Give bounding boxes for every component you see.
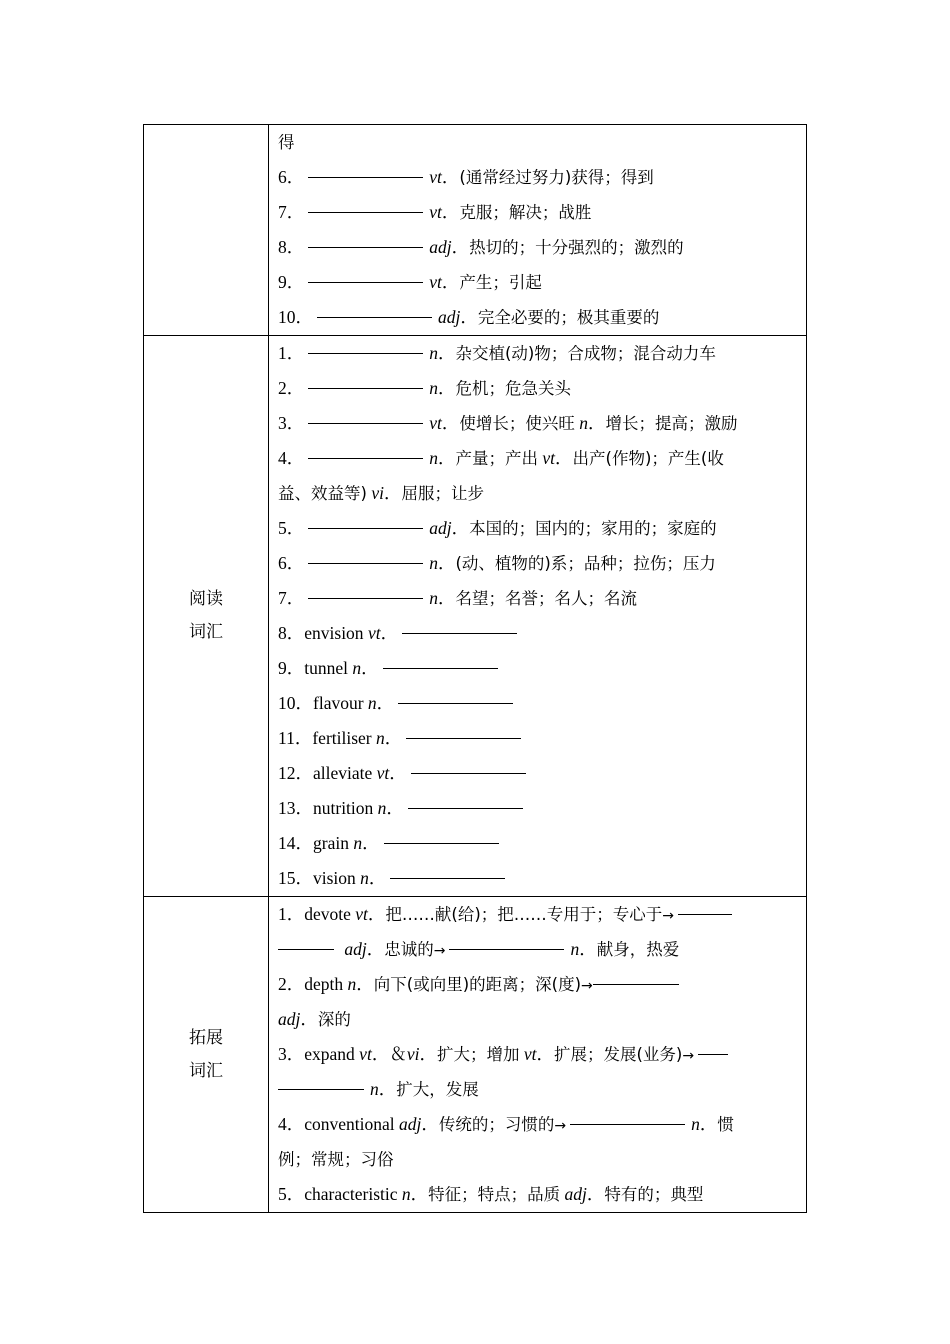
- fill-in-blank[interactable]: [308, 211, 423, 213]
- fill-in-blank[interactable]: [317, 316, 432, 318]
- part-of-speech: vt: [367, 623, 381, 643]
- english-word: characteristic: [304, 1184, 398, 1204]
- fill-in-blank[interactable]: [406, 737, 521, 739]
- definition: 惯: [717, 1115, 734, 1134]
- fill-in-blank[interactable]: [698, 1053, 728, 1055]
- definition: 献身，热爱: [596, 940, 680, 959]
- table-row: [144, 125, 807, 336]
- vocab-entry: 2． n．危机；危急关头: [278, 378, 571, 398]
- entry-text: 例；常规；习俗: [278, 1150, 394, 1169]
- entry-number: 1．: [278, 904, 305, 924]
- fill-in-blank[interactable]: [570, 1123, 685, 1125]
- vocab-entry: 3． vt．使增长；使兴旺 n．增长；提高；激励: [278, 413, 738, 433]
- definition: 扩展；发展(业务): [553, 1045, 683, 1064]
- definition: 产量；产出: [455, 449, 538, 468]
- english-word: depth: [304, 974, 344, 994]
- english-word: tunnel: [304, 658, 348, 678]
- part-of-speech: vt: [429, 272, 442, 292]
- english-word: nutrition: [313, 798, 374, 818]
- fill-in-blank[interactable]: [308, 597, 423, 599]
- fill-in-blank[interactable]: [308, 387, 423, 389]
- section-label-cell: [144, 125, 269, 336]
- arrow-icon: →: [581, 978, 593, 994]
- fill-in-blank[interactable]: [383, 667, 498, 669]
- fill-in-blank[interactable]: [308, 562, 423, 564]
- vocab-entry: 7． vt．克服；解决；战胜: [278, 202, 592, 222]
- part-of-speech: adj: [399, 1114, 422, 1134]
- definition: 把……献(给)；把……专用于；专心于: [385, 905, 663, 924]
- entry-number: 5．: [278, 518, 305, 538]
- entry-number: 1．: [278, 343, 305, 363]
- vocab-entry: 10．flavour n．: [278, 686, 796, 721]
- section-label: 阅读: [189, 589, 223, 609]
- part-of-speech: vt: [429, 202, 442, 222]
- fill-in-blank[interactable]: [449, 948, 564, 950]
- vocab-entry: 6． vt．(通常经过努力)获得；得到: [278, 167, 654, 187]
- part-of-speech: adj: [344, 939, 367, 959]
- vocab-entry: 12．alleviate vt．: [278, 756, 796, 791]
- vocab-entry: 8．envision vt．: [278, 616, 796, 651]
- part-of-speech: n: [579, 413, 589, 433]
- entry-number: 9．: [278, 658, 305, 678]
- vocab-entry: 4．conventional adj．传统的；习惯的→ n．惯: [278, 1114, 734, 1134]
- section-content-cell: [269, 897, 807, 1213]
- vocab-entry: 4． n．产量；产出 vt．出产(作物)；产生(收: [278, 448, 724, 468]
- definition: 扩大，发展: [396, 1080, 479, 1099]
- fill-in-blank[interactable]: [308, 422, 423, 424]
- vocab-entry: [278, 1142, 796, 1177]
- definition: 忠诚的: [384, 940, 434, 959]
- part-of-speech: n: [429, 448, 438, 468]
- part-of-speech: adj: [564, 1184, 587, 1204]
- arrow-icon: →: [433, 943, 446, 959]
- entry-number: 9．: [278, 272, 305, 292]
- arrow-icon: →: [554, 1118, 567, 1134]
- definition: 热切的；十分强烈的；激烈的: [469, 238, 684, 257]
- vocab-entry: 5．characteristic n．特征；特点；品质 adj．特有的；典型: [278, 1184, 704, 1204]
- fill-in-blank[interactable]: [308, 281, 423, 283]
- entry-number: 6．: [278, 553, 305, 573]
- fill-in-blank[interactable]: [308, 352, 423, 354]
- vocab-entry: adj．深的: [278, 1009, 351, 1029]
- part-of-speech: n: [376, 728, 385, 748]
- section-label-cell: [144, 336, 269, 897]
- definition: 深的: [317, 1010, 351, 1029]
- part-of-speech: vt: [359, 1044, 372, 1064]
- vocab-entry: 1．devote vt．把……献(给)；把……专用于；专心于→: [278, 897, 796, 932]
- vocab-entry: 7． n．名望；名誉；名人；名流: [278, 588, 637, 608]
- vocab-entry: 2．depth n．向下(或向里)的距离；深(度)→: [278, 967, 796, 1002]
- part-of-speech: n: [370, 1079, 379, 1099]
- english-word: grain: [313, 833, 349, 853]
- part-of-speech: n: [352, 658, 362, 678]
- part-of-speech: vt: [429, 167, 442, 187]
- definition: 完全必要的；极其重要的: [477, 308, 660, 327]
- definition: 特有的；典型: [604, 1185, 704, 1204]
- section-label: 词汇: [189, 1060, 223, 1081]
- entry-number: 2．: [278, 974, 305, 994]
- vocab-entry: 6． n．(动、植物的)系；品种；拉伤；压力: [278, 553, 716, 573]
- part-of-speech: n: [353, 833, 363, 853]
- part-of-speech: vt: [523, 1044, 537, 1064]
- entry-number: 11．: [278, 728, 313, 748]
- fill-in-blank[interactable]: [308, 527, 423, 529]
- part-of-speech: vt: [355, 904, 368, 924]
- section-label: 拓展: [189, 1027, 223, 1048]
- entry-number: 13．: [278, 798, 313, 818]
- entry-number: 8．: [278, 237, 305, 257]
- english-word: expand: [304, 1044, 355, 1064]
- vocabulary-table: [143, 124, 807, 1213]
- english-word: devote: [304, 904, 351, 924]
- vocab-entry: 15．vision n．: [278, 861, 796, 896]
- vocab-entry: 益、效益等) vi．屈服；让步: [278, 483, 484, 503]
- part-of-speech: adj: [429, 237, 452, 257]
- definition: 扩大；增加: [436, 1045, 520, 1064]
- fill-in-blank[interactable]: [308, 246, 423, 248]
- english-word: flavour: [313, 693, 364, 713]
- part-of-speech: vt: [429, 413, 442, 433]
- entry-number: 7．: [278, 202, 305, 222]
- definition: 克服；解决；战胜: [459, 203, 592, 222]
- part-of-speech: vi: [406, 1044, 420, 1064]
- part-of-speech: n: [367, 693, 377, 713]
- fill-in-blank[interactable]: [390, 877, 505, 879]
- definition: 危机；危急关头: [455, 379, 571, 398]
- definition: 产生；引起: [459, 273, 542, 292]
- entry-number: 12．: [278, 763, 313, 783]
- part-of-speech: n: [347, 974, 357, 994]
- fill-in-blank[interactable]: [408, 807, 523, 809]
- part-of-speech: n: [429, 553, 438, 573]
- entry-text: 益、效益等): [278, 484, 367, 503]
- english-word: fertiliser: [312, 728, 372, 748]
- fill-in-blank[interactable]: [308, 457, 423, 459]
- part-of-speech: vt: [542, 448, 556, 468]
- entry-number: 8．: [278, 623, 305, 643]
- fill-in-blank[interactable]: [411, 772, 526, 774]
- vocab-entry: 9．tunnel n．: [278, 651, 796, 686]
- section-label-cell: [144, 897, 269, 1213]
- part-of-speech: n: [377, 798, 387, 818]
- english-word: alleviate: [313, 763, 373, 783]
- definition: 杂交植(动)物；合成物；混合动力车: [455, 344, 716, 363]
- entry-number: 10．: [278, 693, 313, 713]
- definition: 特征；特点；品质: [428, 1185, 561, 1204]
- definition: 向下(或向里)的距离；深(度): [373, 975, 582, 994]
- part-of-speech: n: [429, 343, 438, 363]
- english-word: conventional: [304, 1114, 395, 1134]
- part-of-speech: n: [570, 939, 580, 959]
- vocab-entry: 8． adj．热切的；十分强烈的；激烈的: [278, 237, 684, 257]
- part-of-speech: n: [429, 378, 438, 398]
- fill-in-blank[interactable]: [384, 842, 499, 844]
- definition: 传统的；习惯的: [438, 1115, 555, 1134]
- vocab-entry: 13．nutrition n．: [278, 791, 796, 826]
- entry-number: 4．: [278, 448, 305, 468]
- part-of-speech: vt: [376, 763, 390, 783]
- part-of-speech: n: [360, 868, 369, 888]
- vocab-entry: [278, 125, 796, 160]
- section-label: 词汇: [189, 622, 223, 642]
- entry-text: 得: [278, 133, 295, 152]
- table-row: [144, 897, 807, 1213]
- entry-number: 3．: [278, 1044, 305, 1064]
- entry-number: 4．: [278, 1114, 305, 1134]
- definition: 屈服；让步: [401, 484, 484, 503]
- definition: 使增长；使兴旺: [459, 414, 575, 433]
- fill-in-blank[interactable]: [308, 176, 423, 178]
- part-of-speech: n: [691, 1114, 700, 1134]
- definition: (通常经过努力)获得；得到: [459, 168, 654, 187]
- definition: 名望；名誉；名人；名流: [455, 589, 637, 608]
- part-of-speech: vi: [371, 483, 384, 503]
- vocab-entry: n．扩大，发展: [278, 1072, 796, 1107]
- definition: 本国的；国内的；家用的；家庭的: [469, 519, 717, 538]
- entry-number: 7．: [278, 588, 305, 608]
- table-row: [144, 336, 807, 897]
- definition: (动、植物的)系；品种；拉伤；压力: [455, 554, 716, 573]
- section-content-cell: [269, 336, 807, 897]
- entry-number: 3．: [278, 413, 305, 433]
- entry-number: 2．: [278, 378, 305, 398]
- vocab-entry: 3．expand vt．＆vi．扩大；增加 vt．扩展；发展(业务)→: [278, 1037, 796, 1072]
- vocab-entry: 10． adj．完全必要的；极其重要的: [278, 307, 660, 327]
- fill-in-blank[interactable]: [402, 632, 517, 634]
- definition: 出产(作物)；产生(收: [572, 449, 724, 468]
- entry-number: 6．: [278, 167, 305, 187]
- fill-in-blank[interactable]: [593, 983, 679, 985]
- vocab-entry: 14．grain n．: [278, 826, 796, 861]
- english-word: envision: [304, 623, 364, 643]
- arrow-icon: →: [682, 1048, 695, 1064]
- vocab-entry: 1． n．杂交植(动)物；合成物；混合动力车: [278, 343, 716, 363]
- entry-number: 5．: [278, 1184, 305, 1204]
- arrow-icon: →: [662, 908, 675, 924]
- fill-in-blank[interactable]: [678, 913, 732, 915]
- vocab-entry: 11．fertiliser n．: [278, 721, 796, 756]
- english-word: vision: [313, 868, 356, 888]
- fill-in-blank[interactable]: [398, 702, 513, 704]
- section-content-cell: [269, 125, 807, 336]
- entry-number: 14．: [278, 833, 313, 853]
- fill-in-blank[interactable]: [278, 948, 334, 950]
- entry-number: 15．: [278, 868, 313, 888]
- vocab-entry: adj．忠诚的→ n．献身，热爱: [278, 932, 796, 967]
- fill-in-blank[interactable]: [278, 1088, 364, 1090]
- ampersand: ＆: [389, 1044, 407, 1064]
- part-of-speech: adj: [278, 1009, 301, 1029]
- vocab-entry: 9． vt．产生；引起: [278, 272, 542, 292]
- part-of-speech: adj: [429, 518, 452, 538]
- definition: 增长；提高；激励: [605, 414, 738, 433]
- part-of-speech: n: [401, 1184, 411, 1204]
- entry-number: 10．: [278, 307, 313, 327]
- part-of-speech: adj: [438, 307, 461, 327]
- vocab-entry: 5． adj．本国的；国内的；家用的；家庭的: [278, 518, 717, 538]
- part-of-speech: n: [429, 588, 438, 608]
